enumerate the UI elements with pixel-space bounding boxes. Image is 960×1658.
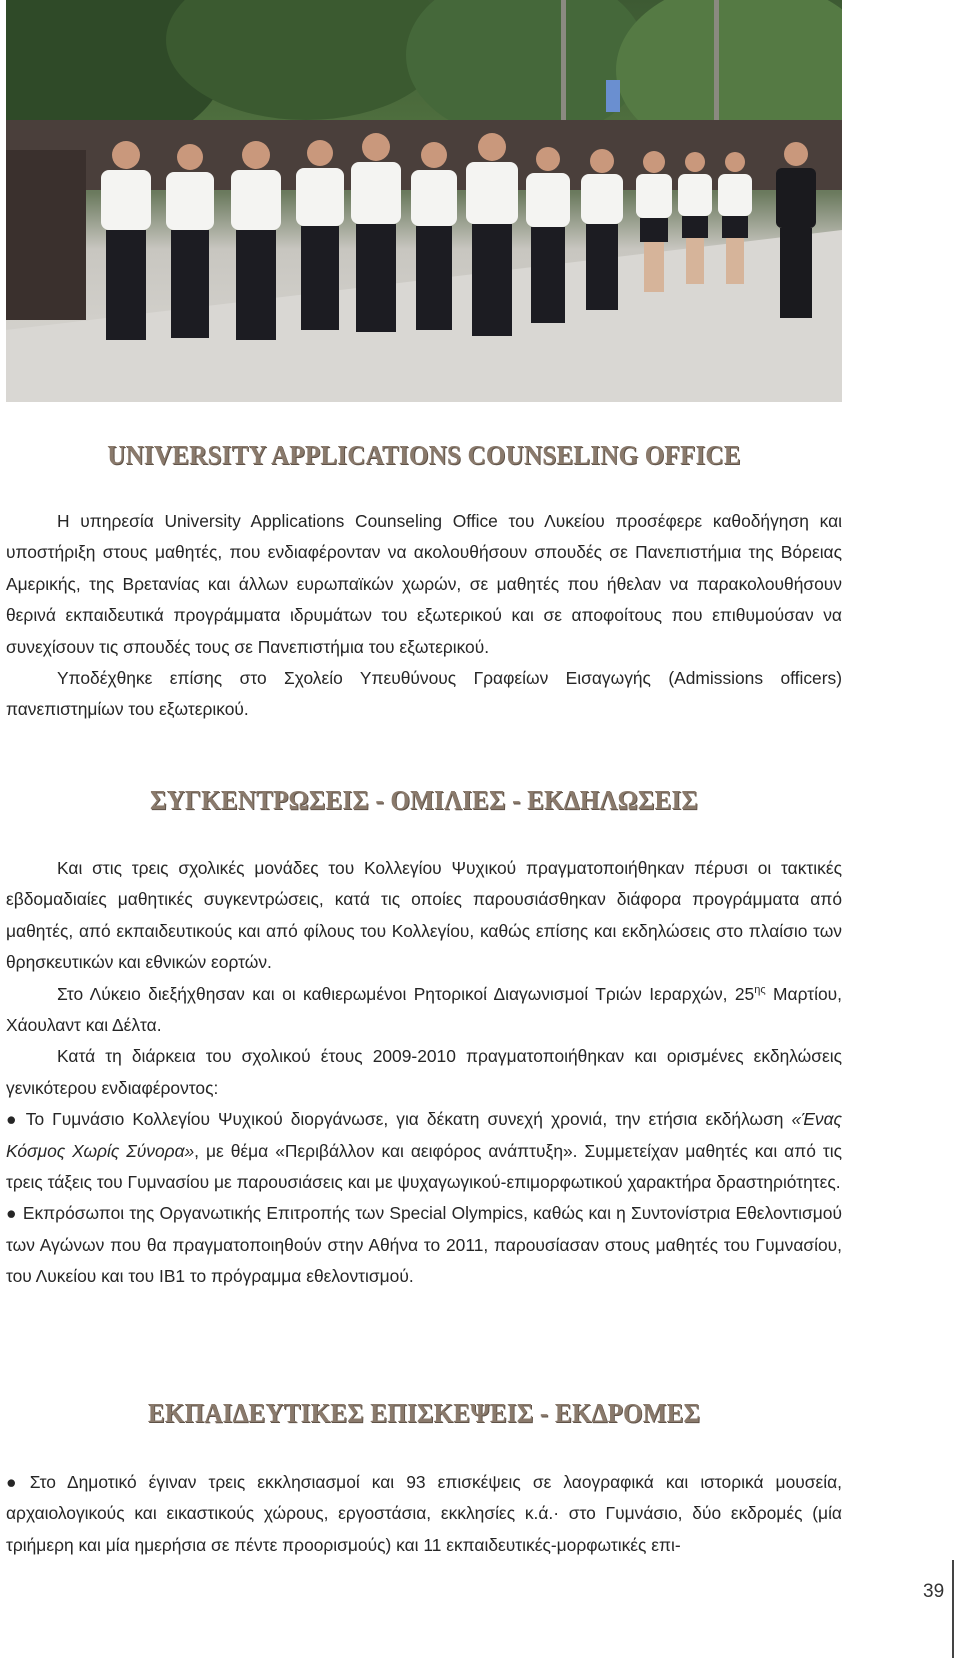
bullet-icon: ●: [6, 1203, 17, 1224]
section-university-counseling: [6, 440, 842, 471]
section-university-counseling-body: [6, 506, 842, 726]
bullet-icon: ●: [6, 1472, 24, 1492]
section-heading: ΣΥΓΚΕΝΤΡΩΣΕΙΣ - ΟΜΙΛΙΕΣ - ΕΚΔΗΛΩΣΕΙΣ: [150, 785, 698, 815]
parade-photo: [6, 0, 842, 402]
section-educational-visits-body: [6, 1467, 842, 1561]
text-run: Το Γυμνάσιο Κολλεγίου Ψυχικού διοργάνωσε, για δέκατη συνεχή χρονιά, την ετήσια εκδήλωση: [25, 1109, 792, 1130]
text-run: Στο Λύκειο διεξήχθησαν και οι καθιερωμένοι Ρητορικοί Διαγωνισμοί Τριών Ιεραρχών, 25: [57, 983, 755, 1004]
superscript: ης: [754, 983, 766, 996]
section-educational-visits: [6, 1398, 842, 1429]
parade-illustration: [6, 0, 842, 402]
section-gatherings: [6, 785, 842, 816]
page-edge-rule: [952, 1560, 954, 1658]
page-number: 39: [923, 1581, 945, 1602]
bullet-item: [6, 1104, 842, 1198]
text-run: Εκπρόσωποι της Οργανωτικής Επιτροπής των Special Olympics, καθώς και η Συντονίστρια Εθελοντισμού των Αγώνων που θα πραγματοποιηθούν στην Αθήνα το 2011, παρουσίασαν στους μαθητές του Γυμνασίου, του Λυκείου και του IB1 το πρόγραμμα εθελοντισμού.: [6, 1203, 842, 1287]
paragraph: Η υπηρεσία University Applications Counseling Office του Λυκείου προσέφερε καθοδήγηση και υποστήριξη στους μαθητές, που ενδιαφέρονταν να ακολουθήσουν σπουδές σε Πανεπιστήμια της Βόρειας Αμερικής, της Βρετανίας και άλλων ευρωπαϊκών χωρών, σε μαθητές που ήθελαν να παρακολουθήσουν θερινά εκπαιδευτικά προγράμματα ιδρυμάτων του εξωτερικού και σε αποφοίτους που επιθυμούσαν να συνεχίσουν τις σπουδές τους σε Πανεπιστήμια του εξωτερικού.: [6, 511, 842, 657]
paragraph: [6, 979, 842, 1042]
bullet-icon: ●: [6, 1109, 20, 1130]
text-run: , με θέμα «Περιβάλλον και αειφόρος ανάπτυξη». Συμμετείχαν μαθητές και από τις τρεις τάξεις του Γυμνασίου με παρουσιάσεις και με ψυχαγωγικού-επιμορφωτικού χαρακτήρα δραστηριότητες.: [6, 1140, 842, 1193]
paragraph: Κατά τη διάρκεια του σχολικού έτους 2009-2010 πραγματοποιήθηκαν και ορισμένες εκδηλώσεις γενικότερου ενδιαφέροντος:: [6, 1046, 842, 1098]
bullet-item: [6, 1198, 842, 1292]
text-run: Στο Δημοτικό έγιναν τρεις εκκλησιασμοί και 93 επισκέψεις σε λαογραφικά και ιστορικά μουσεία, αρχαιολογικούς και εικαστικούς χώρους, εργοστάσια, εκκλησίες κ.ά.· στο Γυμνάσιο, δύο εκδρομές (μία τριήμερη και μία ημερήσια σε πέντε προορισμούς) και 11 εκπαιδευτικές-μορφωτικές επι-: [6, 1472, 842, 1555]
text-run: Μαρτίου, Χάουλαντ και Δέλτα.: [6, 983, 842, 1036]
paragraph: Υποδέχθηκε επίσης στο Σχολείο Υπευθύνους Γραφείων Εισαγωγής (Admissions officers) πανεπιστημίων του εξωτερικού.: [6, 668, 842, 720]
section-gatherings-body: [6, 853, 842, 1293]
section-heading: UNIVERSITY APPLICATIONS COUNSELING OFFICE: [107, 440, 741, 470]
paragraph: Και στις τρεις σχολικές μονάδες του Κολλεγίου Ψυχικού πραγματοποιήθηκαν πέρυσι οι τακτικές εβδομαδιαίες μαθητικές συγκεντρώσεις, κατά τις οποίες παρουσιάσθηκαν διάφορα προγράμματα από μαθητές, από εκπαιδευτικούς και από φίλους του Κολλεγίου, καθώς επίσης και εκδηλώσεις στο πλαίσιο των θρησκευτικών και εθνικών εορτών.: [6, 858, 842, 973]
event-title: «Ένας Κόσμος Χωρίς Σύνορα»: [6, 1109, 843, 1161]
section-heading: ΕΚΠΑΙΔΕΥΤΙΚΕΣ ΕΠΙΣΚΕΨΕΙΣ - ΕΚΔΡΟΜΕΣ: [147, 1398, 701, 1428]
bullet-item: [6, 1467, 842, 1561]
